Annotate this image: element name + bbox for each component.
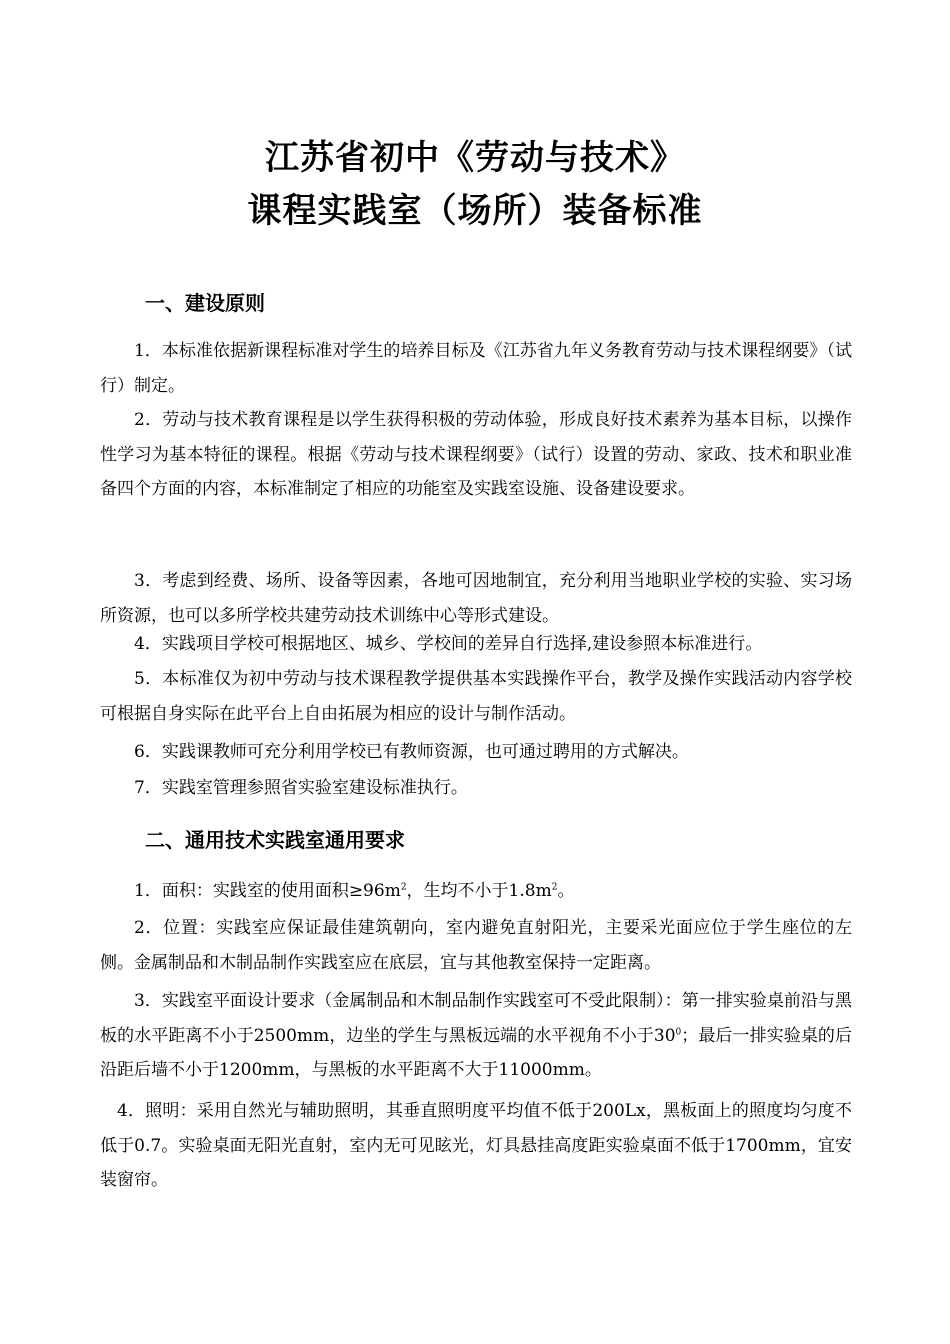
section2-item-2: 2．位置：实践室应保证最佳建筑朝向，室内避免直射阳光，主要采光面应位于学生座位的左侧。金属制品和木制品制作实践室应在底层，宜与其他教室保持一定距离。	[100, 918, 852, 973]
section1-item-5: 5．本标准仅为初中劳动与技术课程教学提供基本实践操作平台，教学及操作实践活动内容学校可根据自身实际在此平台上自由拓展为相应的设计与制作活动。	[100, 669, 852, 724]
document-title-line2: 课程实践室（场所）装备标准	[247, 191, 703, 231]
section2-item-1-end: 。	[557, 881, 575, 901]
section2-item-3	[100, 984, 852, 1088]
superscript-0: 0	[675, 1026, 682, 1037]
section1-item-2: 2．劳动与技术教育课程是以学生获得积极的劳动体验，形成良好技术素养为基本目标，以操作性学习为基本特征的课程。根据《劳动与技术课程纲要》（试行）设置的劳动、家政、技术和职业准备四个方面的内容，本标准制定了相应的功能室及实践室设施、设备建设要求。	[100, 410, 852, 499]
section1-item-6: 6．实践课教师可充分利用学校已有教师资源，也可通过聘用的方式解决。	[134, 742, 689, 762]
section2-item-3-text-b: ；最后一排实验桌的后沿距后墙不小于1200mm，与黑板的水平距离不大于11000mm。	[100, 1025, 853, 1080]
section1-item-3: 3．考虑到经费、场所、设备等因素，各地可因地制宜，充分利用当地职业学校的实验、实习场所资源，也可以多所学校共建劳动技术训练中心等形式建设。	[100, 571, 852, 626]
section2-item-3-text-a: 3．实践室平面设计要求（金属制品和木制品制作实践室可不受此限制）：第一排实验桌前沿与黑板的水平距离不小于2500mm，边坐的学生与黑板远端的水平视角不小于30	[100, 991, 852, 1046]
section2-item-1	[100, 874, 852, 909]
section2-heading: 二、通用技术实践室通用要求	[145, 828, 405, 852]
section1-item-4: 4．实践项目学校可根据地区、城乡、学校间的差异自行选择,建设参照本标准进行。	[134, 634, 763, 654]
section1-item-7: 7．实践室管理参照省实验室建设标准执行。	[134, 778, 468, 798]
section2-item-1-mid: ，生均不小于1.8m	[406, 881, 552, 901]
superscript-2: 2	[400, 882, 407, 893]
document-title-line1: 江苏省初中《劳动与技术》	[265, 138, 685, 178]
section1-heading: 一、建设原则	[145, 291, 265, 315]
section1-item-1: 1．本标准依据新课程标准对学生的培养目标及《江苏省九年义务教育劳动与技术课程纲要》（试行）制定。	[100, 341, 852, 396]
section2-item-4: 4．照明：采用自然光与辅助照明，其垂直照明度平均值不低于200Lx，黑板面上的照度均匀度不低于0.7。实验桌面无阳光直射，室内无可见眩光，灯具悬挂高度距实验桌面不低于1700mm，宜安装窗帘。	[100, 1101, 852, 1190]
superscript-2-b: 2	[551, 882, 558, 893]
section2-item-1-text: 1．面积：实践室的使用面积≥96m	[134, 881, 401, 901]
